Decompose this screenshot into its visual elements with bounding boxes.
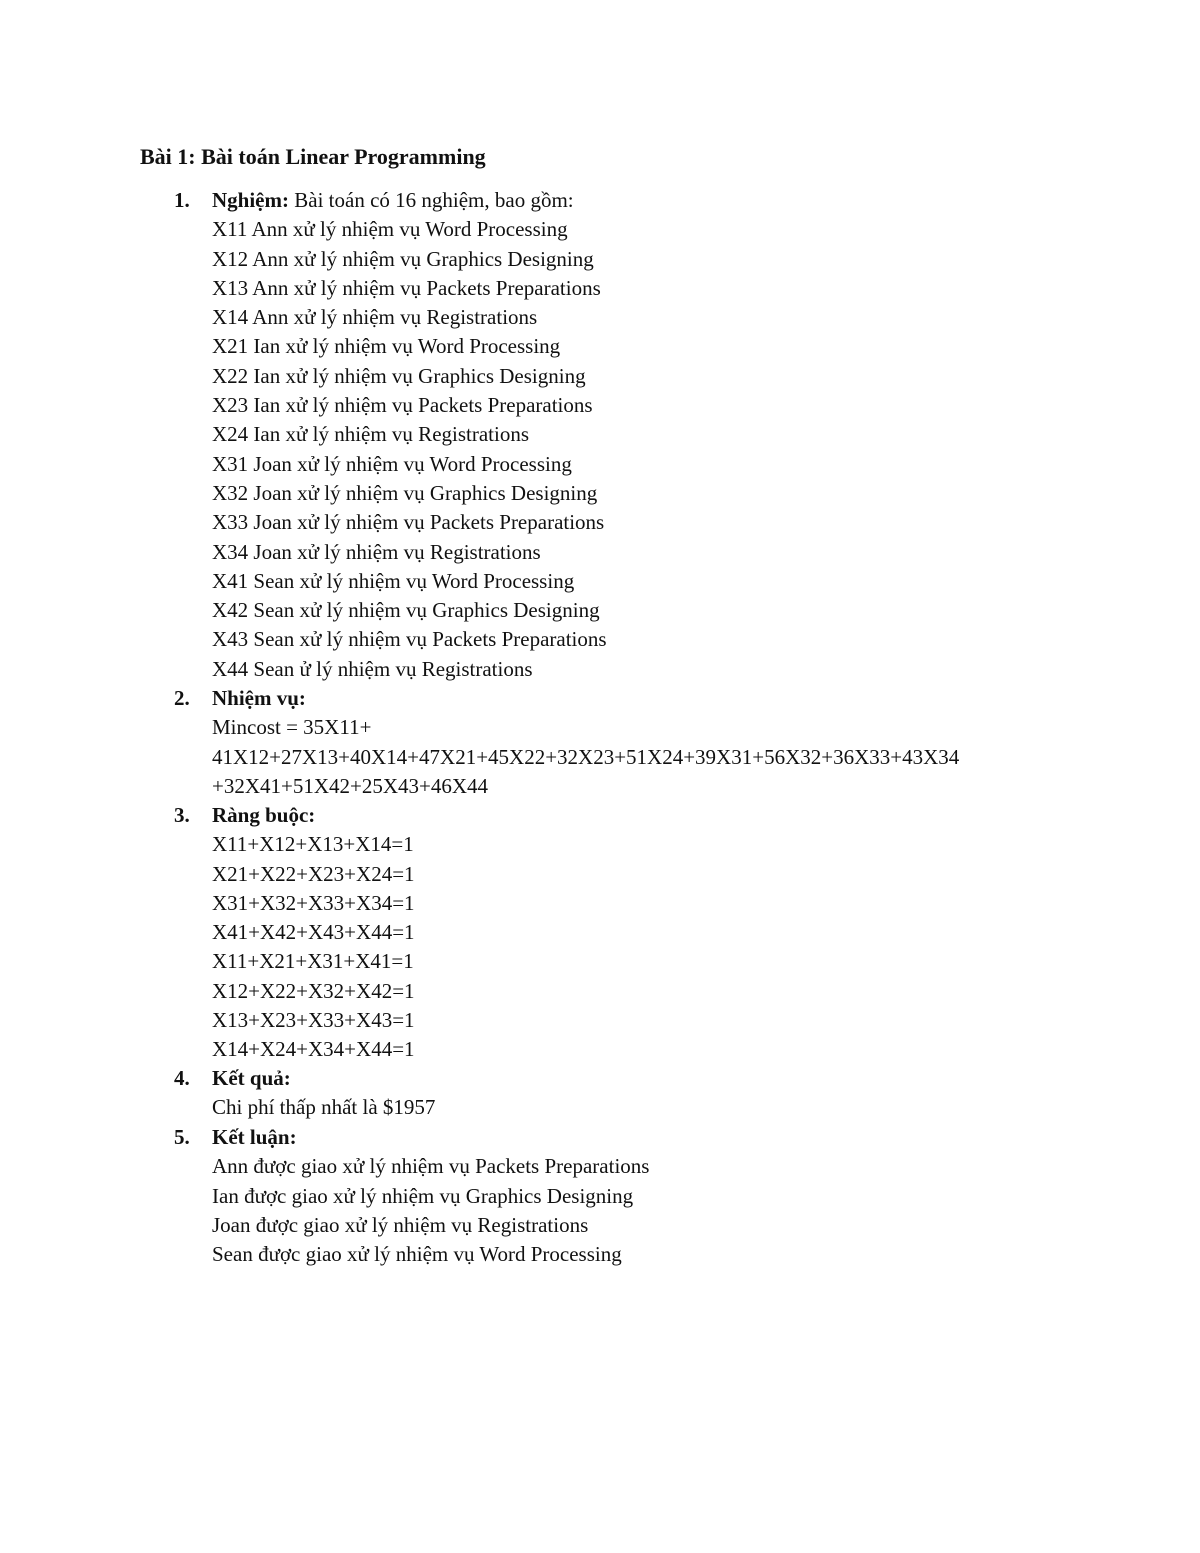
list-item: X13 Ann xử lý nhiệm vụ Packets Preparations (212, 275, 601, 300)
formula-line: +32X41+51X42+25X43+46X44 (212, 773, 489, 798)
conclusion-line: Joan được giao xử lý nhiệm vụ Registrations (212, 1212, 589, 1237)
list-item: X22 Ian xử lý nhiệm vụ Graphics Designing (212, 363, 586, 388)
section-3-heading: Ràng buộc: (212, 803, 316, 827)
constraint-line: X11+X21+X31+X41=1 (212, 949, 414, 974)
document-title: Bài 1: Bài toán Linear Programming (140, 144, 486, 169)
section-3-body (212, 801, 415, 1065)
list-item: X32 Joan xử lý nhiệm vụ Graphics Designing (212, 480, 598, 505)
list-item: X34 Joan xử lý nhiệm vụ Registrations (212, 539, 541, 564)
list-item: X41 Sean xử lý nhiệm vụ Word Processing (212, 568, 575, 593)
section-2-number: 2. (174, 686, 190, 710)
list-item: X42 Sean xử lý nhiệm vụ Graphics Designing (212, 598, 600, 623)
list-item: X44 Sean ử lý nhiệm vụ Registrations (212, 656, 533, 681)
conclusion-line: Sean được giao xử lý nhiệm vụ Word Processing (212, 1242, 622, 1267)
section-1-intro: Bài toán có 16 nghiệm, bao gồm: (289, 188, 574, 212)
list-item: X43 Sean xử lý nhiệm vụ Packets Preparations (212, 627, 607, 652)
section-5-number: 5. (174, 1125, 190, 1149)
constraint-line: X31+X32+X33+X34=1 (212, 890, 415, 915)
section-5-heading: Kết luận: (212, 1125, 297, 1149)
section-1-number: 1. (174, 188, 190, 212)
list-item: X33 Joan xử lý nhiệm vụ Packets Preparations (212, 510, 605, 535)
section-5-body (212, 1123, 649, 1269)
section-1-body (212, 186, 607, 684)
constraint-line: X21+X22+X23+X24=1 (212, 861, 415, 886)
section-3-number: 3. (174, 803, 190, 827)
section-1-heading-line (212, 186, 607, 215)
conclusion-line: Ian được giao xử lý nhiệm vụ Graphics Designing (212, 1183, 634, 1208)
list-item: X23 Ian xử lý nhiệm vụ Packets Preparations (212, 393, 593, 418)
section-2-heading: Nhiệm vụ: (212, 686, 306, 710)
constraint-line: X13+X23+X33+X43=1 (212, 1008, 415, 1033)
formula-line: Mincost = 35X11+ (212, 715, 372, 740)
list-item: X21 Ian xử lý nhiệm vụ Word Processing (212, 334, 561, 359)
formula-line: 41X12+27X13+40X14+47X21+45X22+32X23+51X24+39X31+56X32+36X33+43X34 (212, 744, 960, 769)
constraint-line: X41+X42+X43+X44=1 (212, 920, 415, 945)
section-4-number: 4. (174, 1066, 190, 1090)
section-2-body (212, 684, 959, 801)
section-4-body (212, 1064, 435, 1123)
list-item: X24 Ian xử lý nhiệm vụ Registrations (212, 422, 530, 447)
conclusion-line: Ann được giao xử lý nhiệm vụ Packets Preparations (212, 1154, 650, 1179)
constraint-line: X14+X24+X34+X44=1 (212, 1037, 415, 1062)
section-4-heading: Kết quả: (212, 1066, 291, 1090)
list-item: X31 Joan xử lý nhiệm vụ Word Processing (212, 451, 572, 476)
section-1-heading: Nghiệm: (212, 188, 289, 212)
constraint-line: X11+X12+X13+X14=1 (212, 832, 414, 857)
constraint-line: X12+X22+X32+X42=1 (212, 978, 415, 1003)
list-item: X14 Ann xử lý nhiệm vụ Registrations (212, 305, 538, 330)
result-line: Chi phí thấp nhất là $1957 (212, 1095, 436, 1120)
list-item: X11 Ann xử lý nhiệm vụ Word Processing (212, 217, 568, 242)
list-item: X12 Ann xử lý nhiệm vụ Graphics Designing (212, 246, 594, 271)
